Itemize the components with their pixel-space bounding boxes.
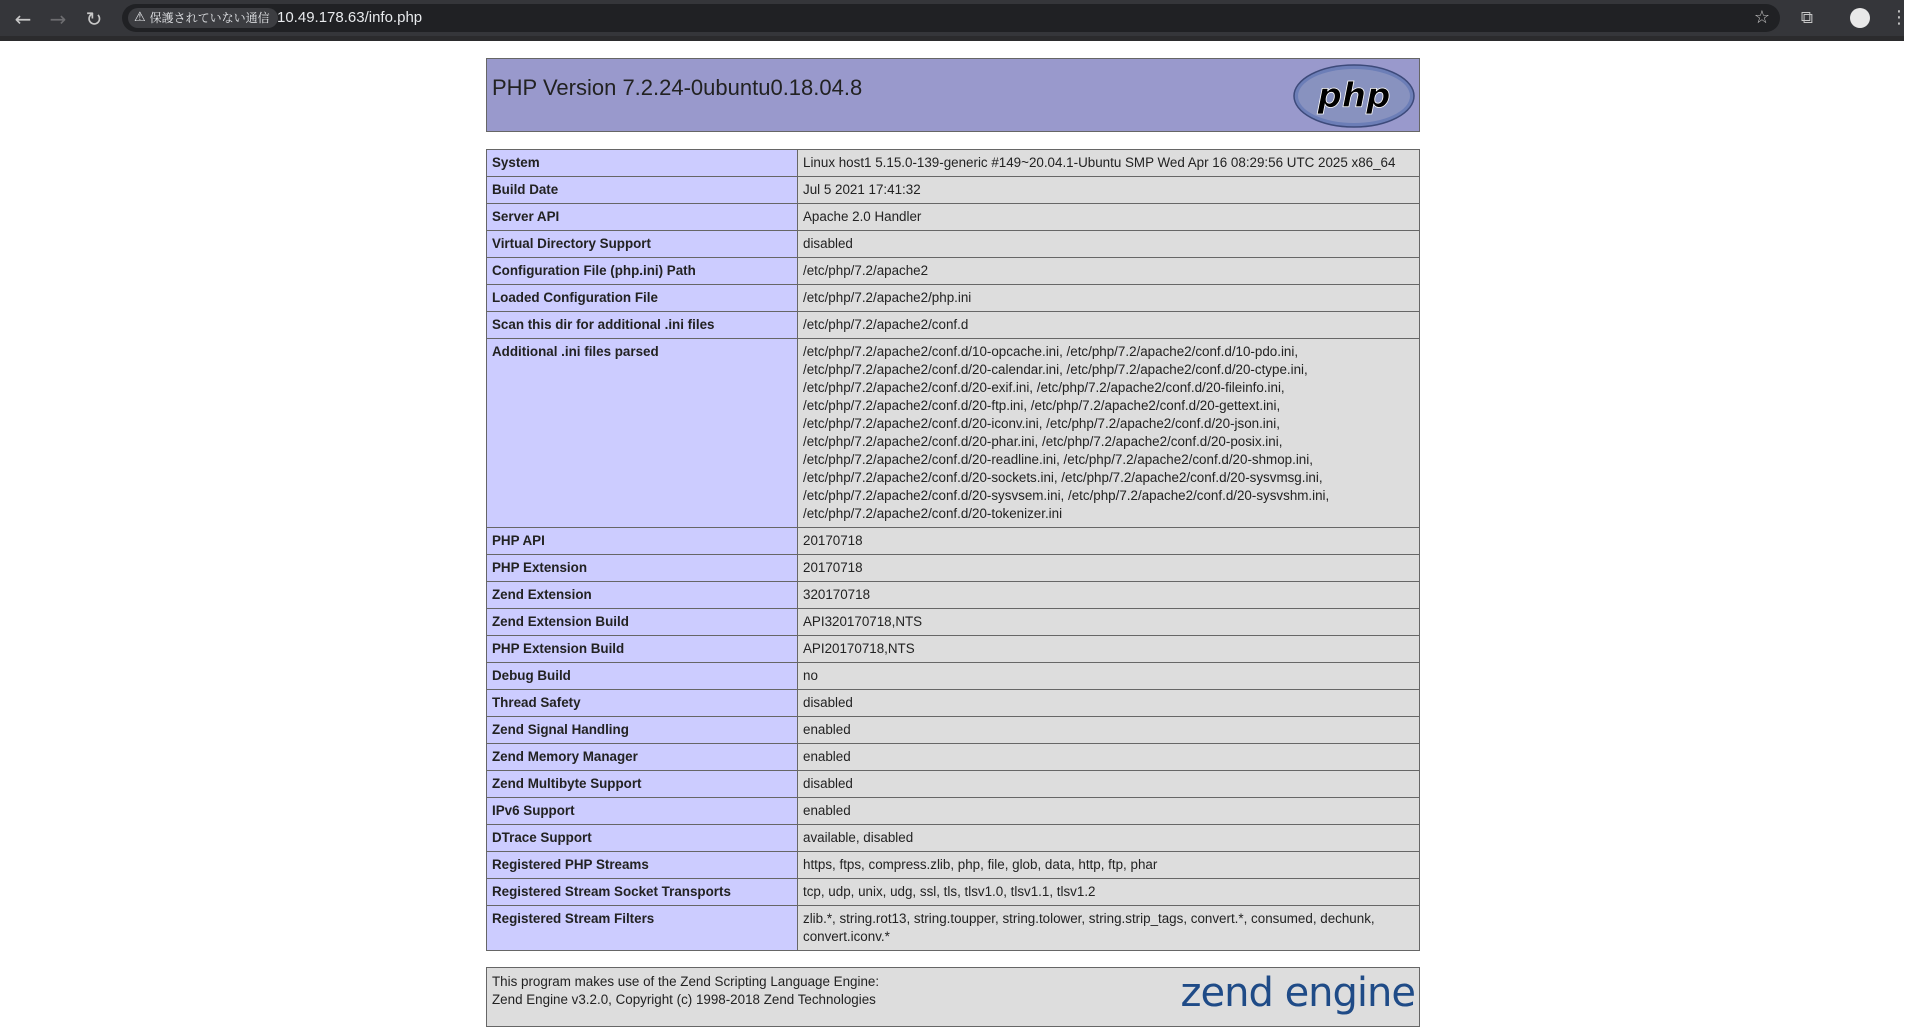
url-text[interactable]: 10.49.178.63/info.php [277,9,423,26]
row-label: Server API [487,204,798,231]
row-label: Virtual Directory Support [487,231,798,258]
row-label: Build Date [487,177,798,204]
row-label: DTrace Support [487,825,798,852]
zend-line-1: This program makes use of the Zend Scripting Language Engine: [492,974,880,989]
row-label: Thread Safety [487,690,798,717]
page-content [0,41,1904,1016]
table-row [487,744,1420,771]
row-label: Additional .ini files parsed [487,339,798,528]
row-value: Apache 2.0 Handler [798,204,1420,231]
extensions-icon[interactable]: ⧉ [1800,8,1814,28]
warning-icon: ⚠ [134,10,146,25]
row-value: API20170718,NTS [798,636,1420,663]
row-label: Registered Stream Filters [487,906,798,951]
table-row [487,312,1420,339]
row-value: enabled [798,744,1420,771]
row-value: enabled [798,717,1420,744]
row-value: /etc/php/7.2/apache2/conf.d/10-opcache.ini, /etc/php/7.2/apache2/conf.d/10-pdo.ini, /etc/php/7.2/apache2/conf.d/20-calendar.ini, /etc/php/7.2/apache2/conf.d/20-ctype.ini, /etc/php/7.2/apache2/conf.d/20-exif.ini, /etc/php/7.2/apache2/conf.d/20-fileinfo.ini, /etc/php/7.2/apache2/conf.d/20-ftp.ini, /etc/php/7.2/apache2/conf.d/20-gettext.ini, /etc/php/7.2/apache2/conf.d/20-iconv.ini, /etc/php/7.2/apache2/conf.d/20-json.ini, /etc/php/7.2/apache2/conf.d/20-phar.ini, /etc/php/7.2/apache2/conf.d/20-posix.ini, /etc/php/7.2/apache2/conf.d/20-readline.ini, /etc/php/7.2/apache2/conf.d/20-shmop.ini, /etc/php/7.2/apache2/conf.d/20-sockets.ini, /etc/php/7.2/apache2/conf.d/20-sysvmsg.ini, /etc/php/7.2/apache2/conf.d/20-sysvsem.ini, /etc/php/7.2/apache2/conf.d/20-sysvshm.ini, /etc/php/7.2/apache2/conf.d/20-tokenizer.ini [798,339,1420,528]
row-value: /etc/php/7.2/apache2 [798,258,1420,285]
menu-icon[interactable]: ⋮ [1890,7,1908,28]
table-row [487,582,1420,609]
reload-icon[interactable]: ↻ [85,7,103,31]
row-value: disabled [798,771,1420,798]
row-label: Zend Memory Manager [487,744,798,771]
zend-line-2: Zend Engine v3.2.0, Copyright (c) 1998-2018 Zend Technologies [492,992,876,1007]
table-row [487,285,1420,312]
row-label: Zend Extension Build [487,609,798,636]
star-icon[interactable]: ☆ [1753,7,1770,28]
row-value: Linux host1 5.15.0-139-generic #149~20.04.1-Ubuntu SMP Wed Apr 16 08:29:56 UTC 2025 x86_64 [798,150,1420,177]
php-logo-text: php [1317,76,1391,116]
row-label: PHP Extension Build [487,636,798,663]
row-value: API320170718,NTS [798,609,1420,636]
browser-toolbar [0,0,1908,41]
table-row [487,636,1420,663]
security-label: 保護されていない通信 [149,11,270,25]
row-label: Registered Stream Socket Transports [487,879,798,906]
row-label: IPv6 Support [487,798,798,825]
table-row [487,231,1420,258]
table-row [487,663,1420,690]
row-value: enabled [798,798,1420,825]
table-row [487,528,1420,555]
php-header [486,58,1420,132]
zend-text [492,973,879,1009]
zend-footer [486,967,1420,1027]
row-label: Loaded Configuration File [487,285,798,312]
row-value: Jul 5 2021 17:41:32 [798,177,1420,204]
forward-icon[interactable]: → [49,7,67,31]
security-chip[interactable] [128,8,278,28]
table-row [487,258,1420,285]
table-row [487,906,1420,951]
row-label: Zend Extension [487,582,798,609]
row-value: 20170718 [798,555,1420,582]
table-row [487,771,1420,798]
row-label: Debug Build [487,663,798,690]
table-row [487,150,1420,177]
row-value: zlib.*, string.rot13, string.toupper, string.tolower, string.strip_tags, convert.*, consumed, dechunk, convert.iconv.* [798,906,1420,951]
row-value: 320170718 [798,582,1420,609]
avatar[interactable] [1850,8,1870,28]
table-row [487,204,1420,231]
row-label: Configuration File (php.ini) Path [487,258,798,285]
row-value: no [798,663,1420,690]
table-row [487,555,1420,582]
row-value: disabled [798,690,1420,717]
row-label: Scan this dir for additional .ini files [487,312,798,339]
page-title: PHP Version 7.2.24-0ubuntu0.18.04.8 [492,75,863,100]
table-row [487,825,1420,852]
row-value: /etc/php/7.2/apache2/conf.d [798,312,1420,339]
table-row [487,339,1420,528]
table-row [487,177,1420,204]
zend-logo-icon[interactable]: zend engine [1180,970,1415,1016]
row-value: 20170718 [798,528,1420,555]
row-label: Zend Signal Handling [487,717,798,744]
row-value: disabled [798,231,1420,258]
table-row [487,690,1420,717]
row-label: PHP API [487,528,798,555]
back-icon[interactable]: ← [14,7,32,31]
row-label: System [487,150,798,177]
table-row [487,798,1420,825]
php-logo-icon[interactable] [1293,64,1415,128]
row-label: PHP Extension [487,555,798,582]
row-value: /etc/php/7.2/apache2/php.ini [798,285,1420,312]
table-row [487,609,1420,636]
table-row [487,879,1420,906]
row-value: available, disabled [798,825,1420,852]
row-label: Zend Multibyte Support [487,771,798,798]
row-label: Registered PHP Streams [487,852,798,879]
address-bar[interactable] [122,4,1780,32]
table-row [487,852,1420,879]
info-table [486,149,1420,951]
row-value: https, ftps, compress.zlib, php, file, glob, data, http, ftp, phar [798,852,1420,879]
row-value: tcp, udp, unix, udg, ssl, tls, tlsv1.0, tlsv1.1, tlsv1.2 [798,879,1420,906]
table-row [487,717,1420,744]
